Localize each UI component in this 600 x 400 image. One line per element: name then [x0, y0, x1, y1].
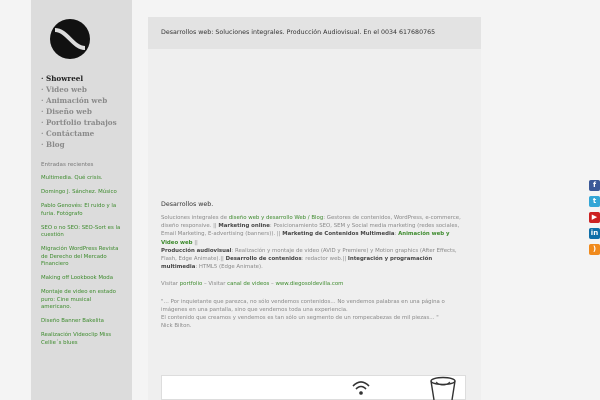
bucket-icon: [427, 376, 459, 400]
content-body: [161, 214, 468, 339]
header-bar: [148, 17, 481, 49]
main-content: [148, 17, 481, 400]
bold-text: Integración y programación multimedia: [161, 256, 433, 271]
main-menu: [41, 73, 133, 150]
recent-post-link[interactable]: Realización Videoclip Miss Cellie´s blues: [41, 332, 112, 346]
text: –: [269, 281, 276, 288]
text: : Posicionamiento SEO, SEM y Social media marketing (redes sociales, Email Marketing, E-advertising (banners)). ||: [161, 223, 460, 238]
social-icons: [589, 180, 600, 260]
text: : redactor web.||: [301, 256, 348, 263]
linkedin-icon[interactable]: in: [590, 229, 599, 237]
recent-post-link[interactable]: Multimedia. Qué crisis.: [41, 175, 103, 181]
links-paragraph: [161, 280, 468, 288]
logo-icon[interactable]: [49, 18, 91, 60]
quote-text: El contenido que creamos y vendemos es tan sólo un segmento de un rompecabezas de mil piezas… ": [161, 315, 439, 322]
link-canal-videos[interactable]: canal de videos: [227, 281, 270, 288]
bold-text: Producción audiovisual: [161, 247, 232, 254]
recent-post-link[interactable]: Diseño Banner Bakelita: [41, 318, 104, 324]
bold-text: Marketing online: [218, 223, 270, 230]
menu-item-portfolio[interactable]: · Portfolio trabajos: [41, 118, 117, 127]
text: : Gestores de contenidos, WordPress, e-commerce, diseño responsive. ||: [161, 215, 461, 230]
recent-post-link[interactable]: Domingo J. Sánchez. Músico: [41, 189, 117, 195]
wifi-icon: [350, 378, 372, 398]
menu-item-blog[interactable]: · Blog: [41, 140, 65, 149]
recent-posts-title: Entradas recientes: [41, 162, 94, 168]
bold-text: Desarrollo de contenidos: [225, 256, 302, 263]
rss-icon[interactable]: ): [589, 244, 600, 255]
text: Visitar: [161, 281, 180, 288]
services-paragraph: [161, 214, 468, 271]
quote-author: Nick Bilton.: [161, 323, 192, 330]
section-title: Desarrollos web.: [161, 201, 214, 208]
menu-item-animacion-web[interactable]: · Animación web: [41, 96, 108, 105]
menu-item-video-web[interactable]: · Video web: [41, 85, 87, 94]
text: – Visitar: [202, 281, 228, 288]
text: : HTML5 (Edge Animate).: [195, 264, 263, 271]
text: :: [394, 231, 399, 238]
menu-item-showreel[interactable]: · Showreel: [41, 74, 84, 83]
recent-posts-list: [41, 175, 123, 354]
recent-post-link[interactable]: SEO o no SEO: SEO-Sort es la cuestión: [41, 224, 121, 238]
media-preview-box: [161, 375, 466, 400]
facebook-icon[interactable]: f: [589, 180, 600, 191]
youtube-icon[interactable]: ▶: [589, 212, 600, 223]
recent-post-link[interactable]: Making off Lookbook Moda: [41, 275, 114, 281]
recent-post-link[interactable]: Migración WordPress Revista de Derecho del Mercado Financiero: [41, 246, 119, 267]
text: Soluciones integrales de: [161, 215, 229, 221]
bold-text: Marketing de Contenidos Multimedia: [282, 231, 395, 238]
text: ||: [192, 239, 198, 246]
quote-text: "… Por inquietante que parezca, no sólo vendemos contenidos… No vendemos palabras en una página o imágenes en una pantalla, sino que vendemos toda una experiencia.: [161, 298, 445, 313]
quote-paragraph: [161, 298, 468, 331]
link-animacion-video[interactable]: Animación web y Video web: [161, 231, 450, 246]
text: : Realización y montaje de video (AVID y Premiere) y Motion graphics (After Effects, Flash, Edge Animate).||: [161, 247, 457, 263]
menu-item-contacto[interactable]: · Contáctame: [41, 129, 95, 138]
menu-item-diseno-web[interactable]: · Diseño web: [41, 107, 92, 116]
link-portfolio[interactable]: portfolio: [179, 281, 203, 288]
recent-post-link[interactable]: Pablo Genovés: El ruido y la furia. Fotógrafo: [41, 203, 117, 217]
link-diseno-web[interactable]: diseño web y desarrollo Web / Blog: [228, 215, 324, 221]
twitter-icon[interactable]: t: [589, 196, 600, 207]
link-website[interactable]: www.diegosoldevilla.com: [275, 281, 344, 288]
recent-post-link[interactable]: Montaje de video en estado puro: Cine musical americano.: [41, 289, 116, 310]
sidebar: [31, 0, 132, 400]
page-title: Desarrollos web: Soluciones integrales. Producción Audiovisual. En el 0034 617680765: [161, 29, 436, 36]
